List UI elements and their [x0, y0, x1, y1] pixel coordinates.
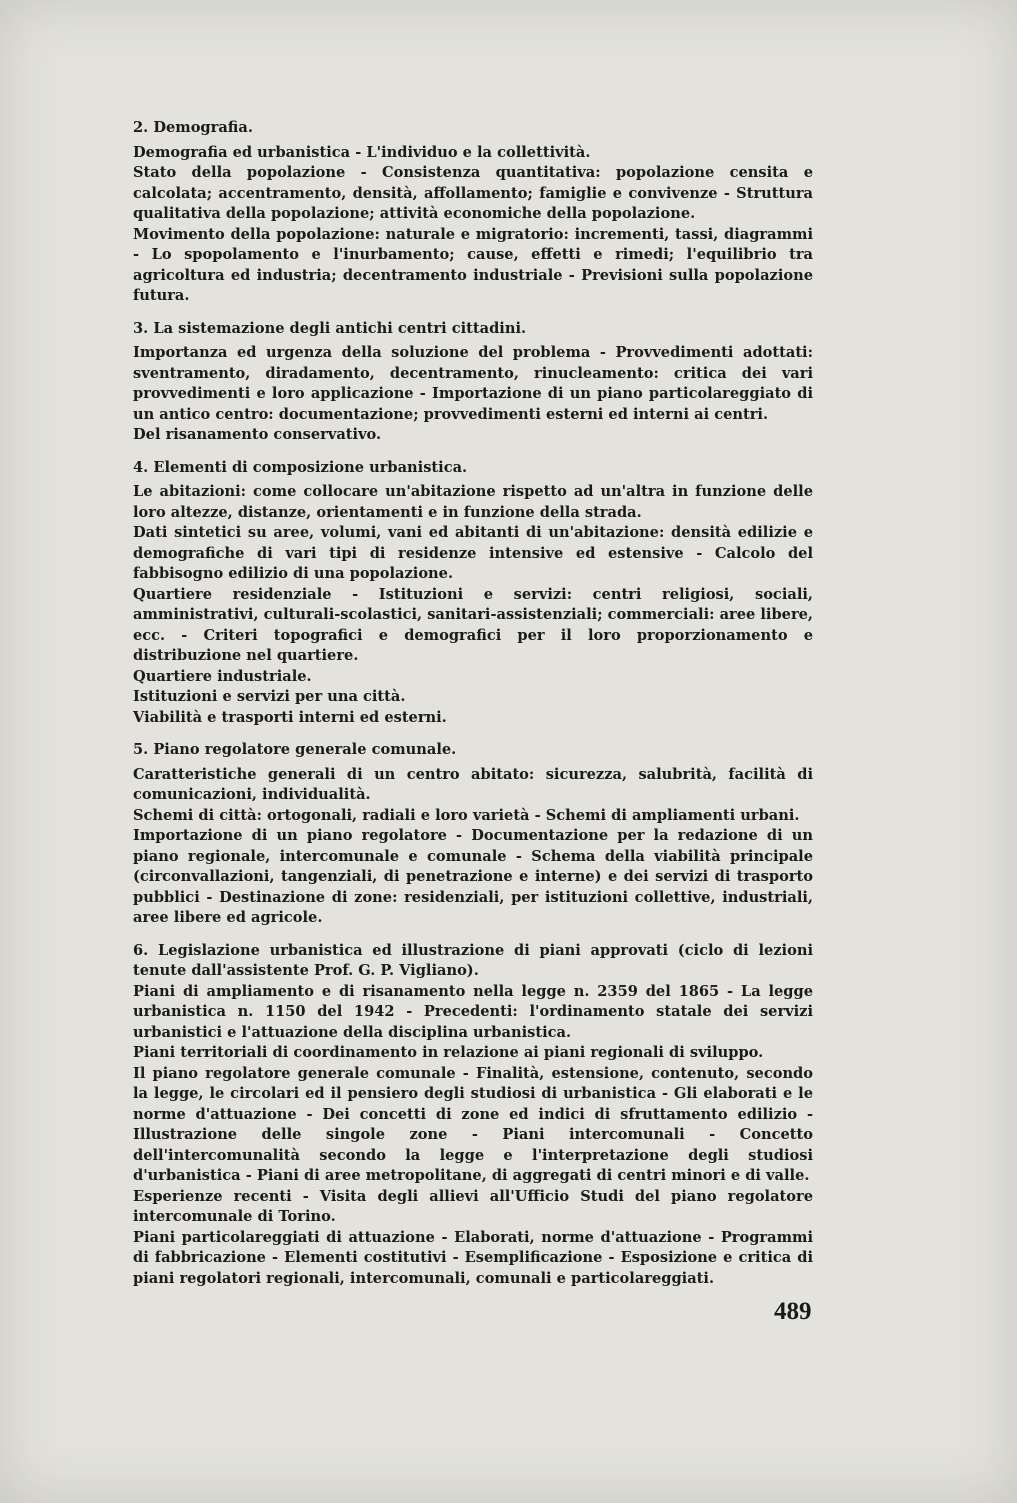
paragraph: Quartiere residenziale - Istituzioni e servizi: centri religiosi, sociali, amministrativi, culturali-scolastici, sanitari-assistenziali; commerciali: aree libere, ecc. - Criteri topografici e demografici per il loro proporzionamento e distribuzione nel quartiere.: [133, 585, 814, 664]
paragraph: Movimento della popolazione: naturale e migratorio: incrementi, tassi, diagrammi - Lo spopolamento e l'inurbamento; cause, effetti e rimedi; l'equilibrio tra agricoltura ed industria; decentramento industriale - Previsioni sulla popolazione futura.: [133, 225, 813, 304]
paragraph: Caratteristiche generali di un centro abitato: sicurezza, salubrità, facilità di comunicazioni, individualità.: [133, 765, 813, 803]
paragraph: Del risanamento conservativo.: [133, 426, 382, 443]
section-heading: 4. Elementi di composizione urbanistica.: [133, 458, 468, 476]
section-heading: 5. Piano regolatore generale comunale.: [133, 741, 457, 758]
paragraph: Viabilità e trasporti interni ed esterni.: [133, 708, 447, 726]
paragraph: Importazione di un piano regolatore - Documentazione per la redazione di un piano regionale, intercomunale e comunale - Schema della viabilità principale (circonvallazioni, tangenziali, di penetrazione e interne) e dei servizi di trasporto pubblici - Destinazione di zone: residenziali, per istituzioni collettive, industriali, aree libere ed agricole.: [133, 827, 813, 926]
paragraph: Demografia ed urbanistica - L'individuo e la collettività.: [133, 143, 591, 161]
paragraph: Piani di ampliamento e di risanamento nella legge n. 2359 del 1865 - La legge urbanistica n. 1150 del 1942 - Precedenti: l'ordinamento statale dei servizi urbanistici e l'attuazione della disciplina urbanistica.: [133, 982, 813, 1041]
paragraph: Stato della popolazione - Consistenza quantitativa: popolazione censita e calcolata; accentramento, densità, affollamento; famiglie e convivenze - Struttura qualitativa della popolazione; attività economiche della popolazione.: [133, 164, 813, 222]
paragraph: Le abitazioni: come collocare un'abitazione rispetto ad un'altra in funzione delle loro altezze, distanze, orientamenti e in funzione della strada.: [133, 483, 813, 521]
paragraph: Importanza ed urgenza della soluzione del problema - Provvedimenti adottati: sventramento, diradamento, decentramento, rinucleamento: critica dei vari provvedimenti e loro applicazione - Importazione di un piano particolareggiato di un antico centro: documentazione; provvedimenti esterni ed interni ai centri.: [133, 344, 813, 423]
section-2-demografia: [133, 118, 813, 307]
paragraph: Schemi di città: ortogonali, radiali e loro varietà - Schemi di ampliamenti urbani.: [133, 806, 800, 824]
paragraph: Piani territoriali di coordinamento in relazione ai piani regionali di sviluppo.: [133, 1044, 764, 1061]
section-heading: 3. La sistemazione degli antichi centri cittadini.: [133, 319, 527, 337]
paragraph: Quartiere industriale.: [133, 667, 312, 685]
section-heading: 6. Legislazione urbanistica ed illustrazione di piani approvati (ciclo di lezioni tenute dall'assistente Prof. G. P. Vigliano).: [133, 941, 813, 979]
paragraph: Dati sintetici su aree, volumi, vani ed abitanti di un'abitazione: densità edilizie e demografiche di vari tipi di residenze intensive ed estensive - Calcolo del fabbisogno edilizio di una popolazione.: [133, 524, 813, 582]
page-number: 489: [774, 1298, 812, 1325]
paragraph: Istituzioni e servizi per una città.: [133, 688, 406, 705]
paragraph: Il piano regolatore generale comunale - Finalità, estensione, contenuto, secondo la legge, le circolari ed il pensiero degli studiosi di urbanistica - Gli elaborati e le norme d'attuazione - Dei concetti di zone ed indici di sfruttamento edilizio - Illustrazione delle singole zone - Piani intercomunali - Concetto dell'intercomunalità secondo la legge e l'interpretazione degli studiosi d'urbanistica - Piani di aree metropolitane, di aggregati di centri minori e di valle.: [133, 1064, 813, 1184]
section-heading: 2. Demografia.: [133, 119, 253, 136]
section-3-centri-cittadini: [133, 319, 813, 446]
section-5-piano-regolatore: [133, 740, 813, 929]
body-text: [133, 118, 813, 1303]
section-6-legislazione: [133, 941, 813, 1290]
paragraph: Esperienze recenti - Visita degli allievi all'Ufficio Studi del piano regolatore intercomunale di Torino.: [133, 1187, 813, 1225]
section-4-composizione: [133, 458, 813, 729]
paragraph: Piani particolareggiati di attuazione - Elaborati, norme d'attuazione - Programmi di fabbricazione - Elementi costitutivi - Esemplificazione - Esposizione e critica di piani regolatori regionali, intercomunali, comunali e particolareggiati.: [133, 1228, 813, 1287]
